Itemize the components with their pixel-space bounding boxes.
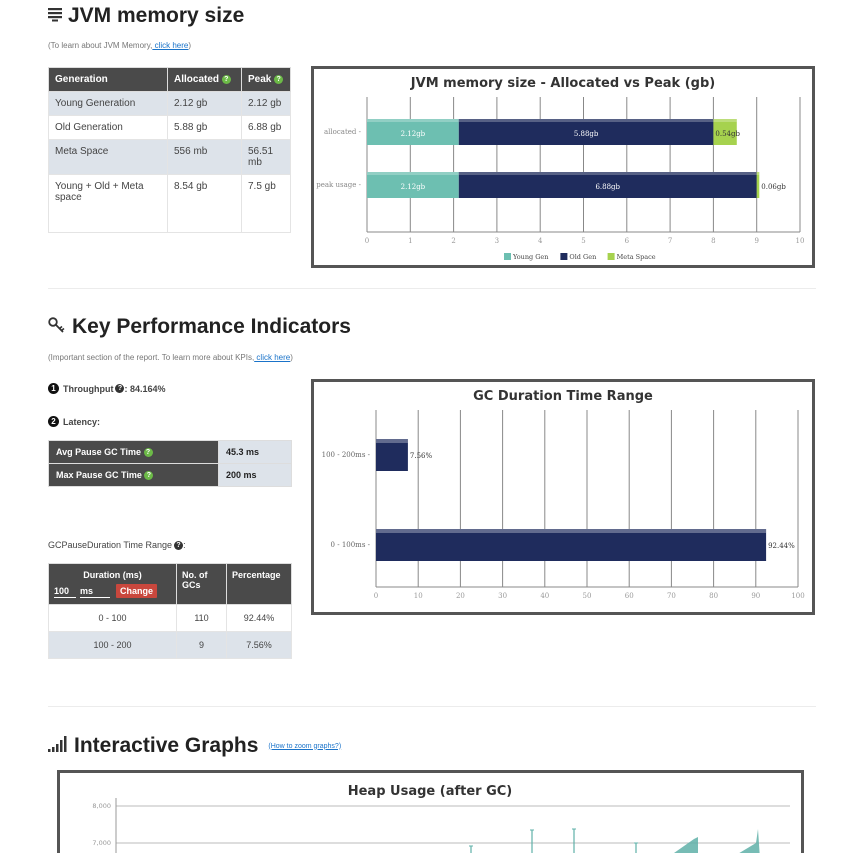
latency-table: [48, 440, 292, 487]
heap-usage-chart-svg: [60, 773, 801, 853]
table-row: Old Generation 5.88 gb 6.88 gb: [49, 116, 291, 140]
help-icon[interactable]: ?: [144, 448, 153, 457]
data-label: 6.88gb: [595, 183, 621, 191]
memory-header-allocated: Allocated ?: [168, 68, 242, 92]
data-label: 0.54gb: [715, 130, 740, 138]
x-tick-label: 1: [408, 237, 413, 245]
x-tick-label: 50: [582, 592, 592, 600]
number-badge-icon: 1: [48, 383, 59, 394]
change-button[interactable]: Change: [116, 584, 157, 598]
x-tick-label: 10: [413, 592, 423, 600]
data-label: 2.12gb: [400, 183, 426, 191]
x-tick-label: 80: [709, 592, 719, 600]
throughput-line: [48, 383, 166, 394]
gc-duration-chart[interactable]: [311, 379, 815, 615]
heap-usage-chart[interactable]: [57, 770, 804, 853]
x-tick-label: 90: [751, 592, 761, 600]
data-label: 7.56%: [409, 452, 433, 460]
help-icon[interactable]: ?: [222, 75, 231, 84]
data-label: 92.44%: [768, 542, 795, 550]
percentage-header: Percentage: [227, 564, 292, 605]
key-icon: [48, 315, 66, 339]
x-tick-label: 4: [537, 237, 543, 245]
memory-note: (To learn about JVM Memory, click here): [48, 41, 192, 50]
list-icon: [48, 4, 62, 28]
category-label: 0 - 100ms -: [330, 541, 370, 549]
data-label: 0.06gb: [761, 183, 786, 191]
table-row: Young + Old + Meta space 8.54 gb 7.5 gb: [49, 175, 291, 233]
duration-unit-select[interactable]: ms: [80, 586, 110, 598]
gc-duration-chart-svg: [314, 382, 812, 612]
bar: [376, 529, 766, 561]
bar-segment: [757, 172, 760, 198]
bar-highlight: [459, 119, 714, 122]
data-area: [674, 837, 698, 853]
legend-swatch: [560, 253, 567, 260]
x-tick-label: 2: [451, 237, 456, 245]
bar-highlight: [367, 172, 459, 175]
divider: [48, 706, 816, 707]
bar-highlight: [757, 172, 760, 175]
kpi-learn-link[interactable]: click here: [254, 353, 291, 362]
throughput-label: Throughput: [63, 383, 114, 394]
legend-label: Young Gen: [513, 253, 549, 261]
x-tick-label: 7: [667, 237, 673, 245]
kpi-title: Key Performance Indicators: [72, 315, 351, 338]
table-row: Max Pause GC Time ? 200 ms: [49, 464, 292, 487]
gc-count-header: No. of GCs: [177, 564, 227, 605]
bar: [376, 439, 408, 471]
y-tick-label: 7,000: [92, 839, 111, 847]
duration-input[interactable]: 100: [54, 586, 76, 598]
x-tick-label: 5: [581, 237, 586, 245]
bar-highlight: [459, 172, 757, 175]
memory-section-title: [48, 4, 244, 28]
memory-header-generation: Generation: [49, 68, 168, 92]
x-tick-label: 3: [494, 237, 500, 245]
memory-chart-svg: [314, 69, 812, 265]
duration-table: [48, 563, 292, 659]
bar-highlight: [713, 119, 736, 122]
graphs-section-title: [48, 734, 341, 758]
data-area: [736, 829, 760, 853]
x-tick-label: 9: [754, 237, 759, 245]
memory-learn-link[interactable]: click here: [152, 41, 189, 50]
memory-title: JVM memory size: [68, 4, 245, 27]
table-row: Avg Pause GC Time ? 45.3 ms: [49, 441, 292, 464]
table-row: 0 - 100 110 92.44%: [49, 605, 292, 632]
x-tick-label: 0: [373, 592, 379, 600]
memory-table: [48, 67, 291, 233]
graphs-title: Interactive Graphs: [74, 734, 259, 757]
x-tick-label: 30: [498, 592, 508, 600]
table-row: Young Generation 2.12 gb 2.12 gb: [49, 92, 291, 116]
memory-header-peak: Peak ?: [242, 68, 291, 92]
bar-highlight: [367, 119, 459, 122]
x-tick-label: 70: [666, 592, 676, 600]
kpi-note: (Important section of the report. To learn more about KPIs, click here): [48, 353, 293, 362]
help-icon[interactable]: ?: [174, 541, 183, 550]
data-label: 5.88gb: [573, 130, 599, 138]
bar-highlight: [376, 439, 408, 443]
legend-swatch: [504, 253, 511, 260]
category-label: allocated -: [324, 128, 361, 136]
chart-title: GC Duration Time Range: [473, 389, 653, 404]
table-row: Meta Space 556 mb 56.51 mb: [49, 140, 291, 175]
chart-title: Heap Usage (after GC): [347, 784, 513, 799]
signal-bars-icon: [48, 734, 68, 758]
x-tick-label: 40: [540, 592, 550, 600]
throughput-value: : 84.164%: [124, 383, 166, 394]
help-icon[interactable]: ?: [144, 471, 153, 480]
help-icon[interactable]: ?: [115, 384, 124, 393]
x-tick-label: 6: [624, 237, 630, 245]
legend-label: Meta Space: [616, 253, 656, 261]
category-label: peak usage -: [316, 181, 361, 189]
kpi-section-title: [48, 315, 351, 339]
x-tick-label: 20: [455, 592, 465, 600]
x-tick-label: 0: [364, 237, 370, 245]
chart-title: JVM memory size - Allocated vs Peak (gb): [410, 76, 716, 91]
x-tick-label: 10: [795, 237, 805, 245]
x-tick-label: 100: [791, 592, 805, 600]
x-tick-label: 8: [711, 237, 716, 245]
y-tick-label: 8,000: [92, 802, 111, 810]
legend-swatch: [608, 253, 615, 260]
range-label-line: GCPauseDuration Time Range ? :: [48, 540, 186, 550]
duration-header: Duration (ms) 100 ms Change: [49, 564, 177, 605]
number-badge-icon: 2: [48, 416, 59, 427]
table-row: 100 - 200 9 7.56%: [49, 632, 292, 659]
divider: [48, 288, 816, 289]
latency-line: [48, 416, 100, 427]
bar-highlight: [376, 529, 766, 533]
range-label: GCPauseDuration Time Range: [48, 540, 173, 550]
help-icon[interactable]: ?: [274, 75, 283, 84]
legend-label: Old Gen: [569, 253, 597, 261]
category-label: 100 - 200ms -: [321, 451, 370, 459]
memory-chart[interactable]: [311, 66, 815, 268]
data-label: 2.12gb: [400, 130, 426, 138]
x-tick-label: 60: [624, 592, 634, 600]
latency-label: Latency:: [63, 416, 101, 427]
zoom-help-link[interactable]: (How to zoom graphs?): [268, 742, 342, 750]
